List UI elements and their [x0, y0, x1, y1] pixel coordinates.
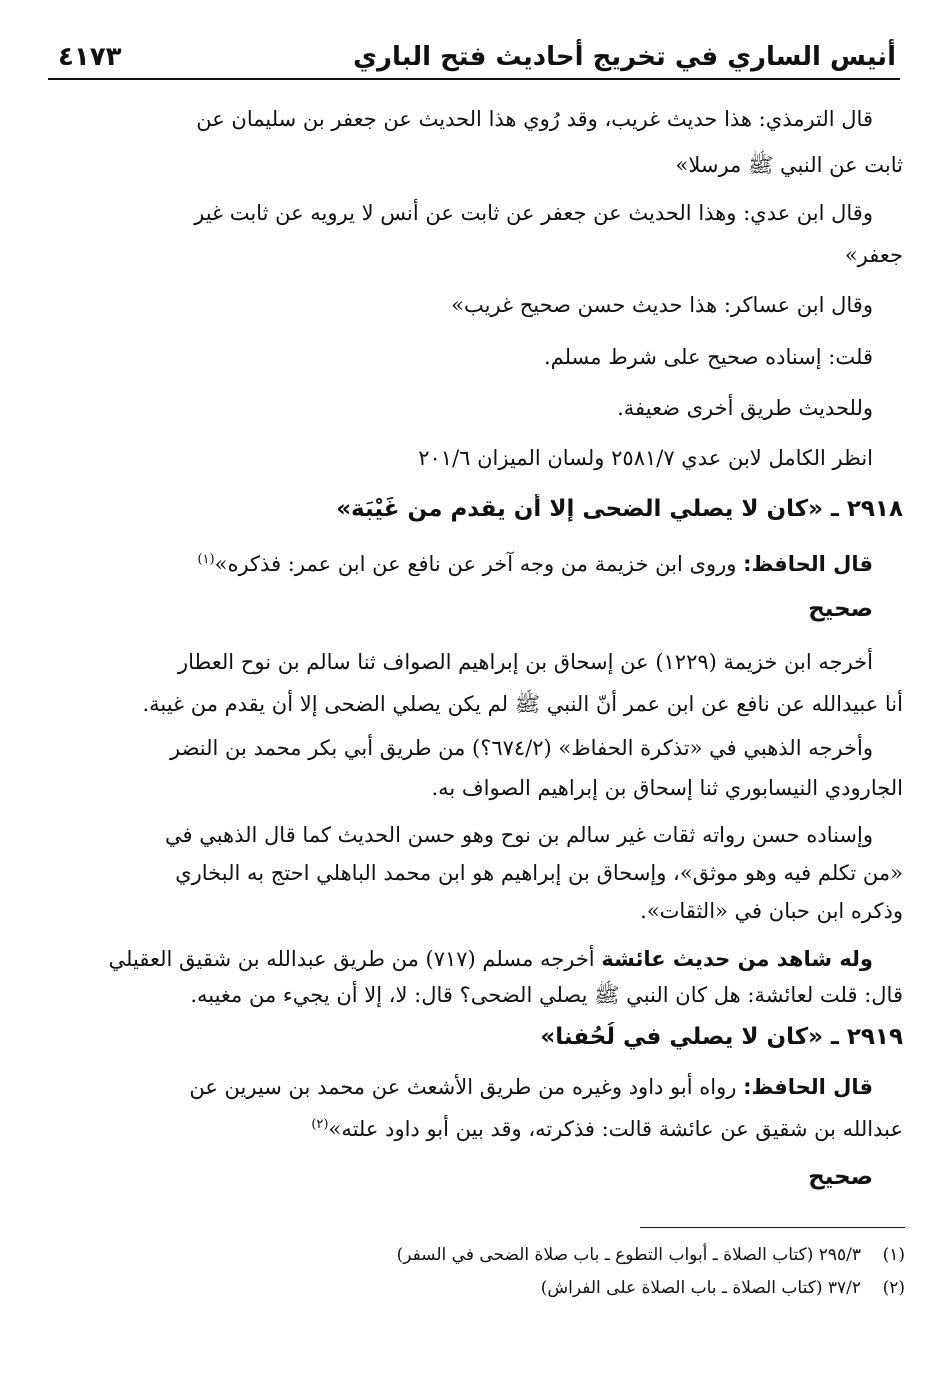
hafiz-quote-text: وروى ابن خزيمة من وجه آخر عن نافع عن ابن عمر: فذكره»: [214, 552, 737, 576]
text-line: ثابت عن النبي ﷺ مرسلا»: [675, 153, 903, 177]
page-number: ٤١٧٣: [58, 42, 122, 72]
text-line: وذكره ابن حبان في «الثقات».: [640, 899, 903, 923]
text-line: قلت: إسناده صحيح على شرط مسلم.: [543, 345, 873, 369]
hadith-heading-2919: ٢٩١٩ ـ «كان لا يصلي في لُحُفنا»: [540, 1024, 903, 1050]
text-line: [90, 1110, 903, 1144]
text-line: قال: قلت لعائشة: هل كان النبي ﷺ يصلي الضحى؟ قال: لا، إلا أن يجيء من مغيبه.: [190, 983, 903, 1007]
footnote-ref-1: (١): [197, 552, 215, 567]
text-line: وإسناده حسن رواته ثقات غير سالم بن نوح وهو حسن الحديث كما قال الذهبي في: [164, 823, 873, 847]
text-line: قال الترمذي: هذا حديث غريب، وقد رُوي هذا الحديث عن جعفر بن سليمان عن: [196, 107, 873, 131]
text-line: أنا عبيدالله عن نافع عن ابن عمر أنّ النبي ﷺ لم يكن يصلي الضحى إلا أن يقدم من غيبة.: [142, 692, 903, 716]
text-line: الجارودي النيسابوري ثنا إسحاق بن إبراهيم الصواف به.: [431, 776, 903, 800]
hafiz-quote-line: [90, 1072, 873, 1102]
footnote-divider: [640, 1227, 905, 1228]
footnote-1: [397, 1243, 905, 1267]
text-line: أخرجه ابن خزيمة (١٢٢٩) عن إسحاق بن إبراهيم الصواف ثنا سالم بن نوح العطار: [178, 650, 873, 674]
text-line: جعفر»: [844, 243, 903, 267]
citation-line: انظر الكامل لابن عدي ٢٥٨١/٧ ولسان الميزان ٢٠١/٦: [418, 446, 873, 470]
hafiz-label: قال الحافظ:: [743, 1075, 873, 1099]
text-line: «من تكلم فيه وهو موثق»، وإسحاق بن إبراهيم هو ابن محمد الباهلي احتج به البخاري: [175, 861, 903, 885]
hadith-heading-2918: ٢٩١٨ ـ «كان لا يصلي الضحى إلا أن يقدم من غَيْبَة»: [336, 496, 903, 522]
text-line: وللحديث طريق أخرى ضعيفة.: [617, 396, 873, 420]
witness-text: أخرجه مسلم (٧١٧) من طريق عبدالله بن شقيق العقيلي: [108, 947, 595, 971]
footnote-number: (٢): [882, 1278, 905, 1298]
witness-line: [90, 944, 873, 974]
text-line: وأخرجه الذهبي في «تذكرة الحفاظ» (٦٧٤/٢؟) من طريق أبي بكر محمد بن النضر: [170, 736, 873, 760]
hafiz-label: قال الحافظ:: [743, 552, 873, 576]
running-title: أنيس الساري في تخريج أحاديث فتح الباري: [353, 42, 896, 72]
grade-heading: صحيح: [808, 1164, 873, 1190]
hafiz-quote-line: [90, 545, 873, 579]
footnote-text: ٣٧/٢ (كتاب الصلاة ـ باب الصلاة على الفراش): [540, 1278, 861, 1298]
footnote-ref-2: (٢): [311, 1117, 329, 1132]
hafiz-quote-text: رواه أبو داود وغيره من طريق الأشعث عن محمد بن سيرين عن: [189, 1075, 737, 1099]
text-line: وقال ابن عدي: وهذا الحديث عن جعفر عن ثابت عن أنس لا يرويه عن ثابت غير: [194, 201, 873, 225]
witness-label: وله شاهد من حديث عائشة: [601, 947, 873, 971]
page-header: [48, 38, 900, 80]
text-line: وقال ابن عساكر: هذا حديث حسن صحيح غريب»: [451, 293, 873, 317]
footnote-number: (١): [882, 1245, 905, 1265]
footnote-text: ٢٩٥/٣ (كتاب الصلاة ـ أبواب التطوع ـ باب صلاة الضحى في السفر): [396, 1245, 861, 1265]
grade-heading: صحيح: [808, 596, 873, 622]
hafiz-quote-text: عبدالله بن شقيق عن عائشة قالت: فذكرته، وقد بين أبو داود علته»: [328, 1117, 903, 1141]
footnote-2: [541, 1276, 905, 1300]
